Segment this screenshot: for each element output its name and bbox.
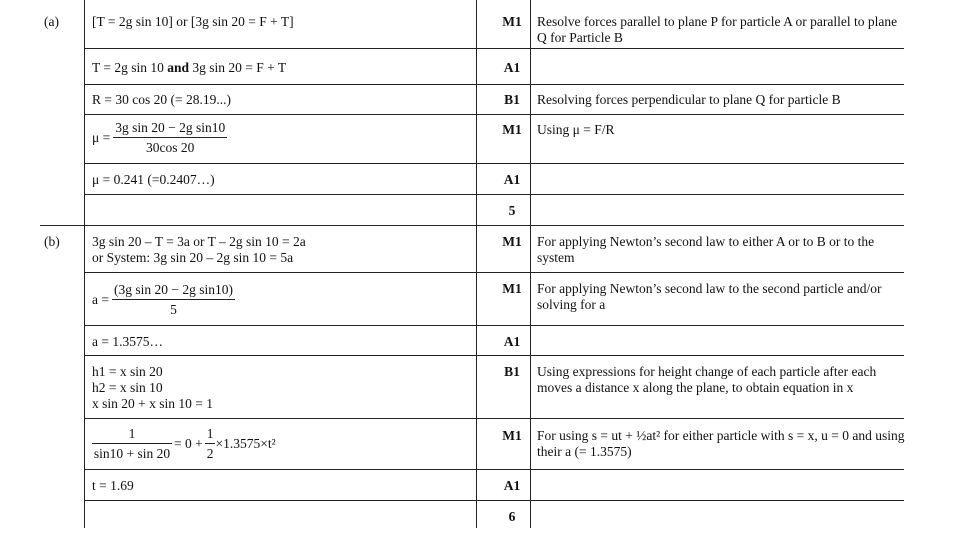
mark-code: M1: [502, 14, 522, 29]
fraction-numerator: 1: [92, 426, 172, 444]
answer-text: μ = 0.241 (=0.2407…): [92, 172, 215, 187]
mark-code: B1: [504, 364, 520, 379]
answer-fraction: [92, 120, 227, 156]
answer-line: or System: 3g sin 20 – 2g sin 10 = 5a: [92, 250, 294, 265]
mark-code: A1: [503, 172, 521, 187]
mark-code: B1: [504, 92, 520, 107]
mark-code: M1: [502, 428, 522, 443]
row-divider: [84, 355, 904, 356]
column-divider-answer: [476, 0, 477, 528]
mark-code: M1: [502, 234, 522, 249]
note-text: Using μ = F/R: [537, 122, 615, 137]
column-divider-mark: [530, 0, 531, 528]
answer-equation: [92, 426, 276, 462]
note-text: Using expressions for height change of each particle after each moves a distance x along the plane, to obtain equation in x: [537, 364, 877, 395]
note-text: For using s = ut + ½at² for either particle with s = x, u = 0 and using their a (= 1.3575): [537, 428, 905, 459]
fraction: [112, 282, 235, 318]
answer-line: 3g sin 20 – T = 3a or T – 2g sin 10 = 2a: [92, 234, 306, 249]
section-divider: [40, 225, 904, 226]
equation-tail: ×1.3575×t²: [215, 436, 276, 451]
fraction-half: [205, 426, 216, 462]
note-text: Resolve forces parallel to plane P for particle A or parallel to plane Q for Particle B: [537, 14, 898, 45]
fraction-numerator: 3g sin 20 − 2g sin10: [113, 120, 227, 138]
mark-code: M1: [502, 281, 522, 296]
fraction-denominator: 30cos 20: [146, 140, 195, 155]
answer-part: T = 2g sin 10: [92, 60, 168, 75]
note-text: Resolving forces perpendicular to plane Q for particle B: [537, 92, 841, 107]
row-divider: [84, 194, 904, 195]
fraction-numerator: 1: [205, 426, 216, 444]
fraction-denominator: sin10 + sin 20: [93, 446, 171, 461]
mark-code: A1: [503, 60, 521, 75]
note-text: For applying Newton’s second law to the second particle and/or solving for a: [537, 281, 882, 312]
part-label: (b): [44, 234, 60, 249]
equation-rhs: = 0 +: [174, 436, 203, 451]
row-divider: [84, 325, 904, 326]
answer-text: R = 30 cos 20 (= 28.19...): [92, 92, 231, 107]
note-text: For applying Newton’s second law to either A or to B or to the system: [537, 234, 875, 265]
answer-line: h2 = x sin 10: [92, 380, 163, 395]
row-divider: [84, 418, 904, 419]
answer-text: t = 1.69: [92, 478, 134, 493]
answer-fraction: [92, 282, 235, 318]
answer-text: [92, 234, 306, 266]
row-divider: [84, 84, 904, 85]
answer-line: x sin 20 + x sin 10 = 1: [92, 396, 213, 411]
mark-code: A1: [503, 478, 521, 493]
fraction-denominator: 5: [170, 302, 177, 317]
answer-text: [92, 364, 213, 412]
row-divider: [84, 500, 904, 501]
answer-part: 3g sin 20 = F + T: [189, 60, 287, 75]
total-marks: 6: [508, 509, 516, 524]
part-label: (a): [44, 14, 59, 29]
answer-line: h1 = x sin 20: [92, 364, 163, 379]
answer-text: a = 1.3575…: [92, 334, 163, 349]
total-marks: 5: [508, 203, 516, 218]
mark-code: M1: [502, 122, 522, 137]
fraction: [113, 120, 227, 156]
fraction: [92, 426, 172, 462]
fraction-lhs: a =: [92, 292, 109, 307]
fraction-lhs: μ =: [92, 130, 111, 145]
column-divider-part: [84, 0, 85, 528]
row-divider: [84, 163, 904, 164]
answer-text: [92, 60, 286, 76]
fraction-numerator: (3g sin 20 − 2g sin10): [112, 282, 235, 300]
row-divider: [84, 469, 904, 470]
row-divider: [84, 114, 904, 115]
answer-text: [T = 2g sin 10] or [3g sin 20 = F + T]: [92, 14, 294, 29]
row-divider: [84, 48, 904, 49]
fraction-denominator: 2: [206, 446, 214, 461]
row-divider: [84, 272, 904, 273]
answer-bold: and: [167, 60, 190, 75]
mark-code: A1: [503, 334, 521, 349]
